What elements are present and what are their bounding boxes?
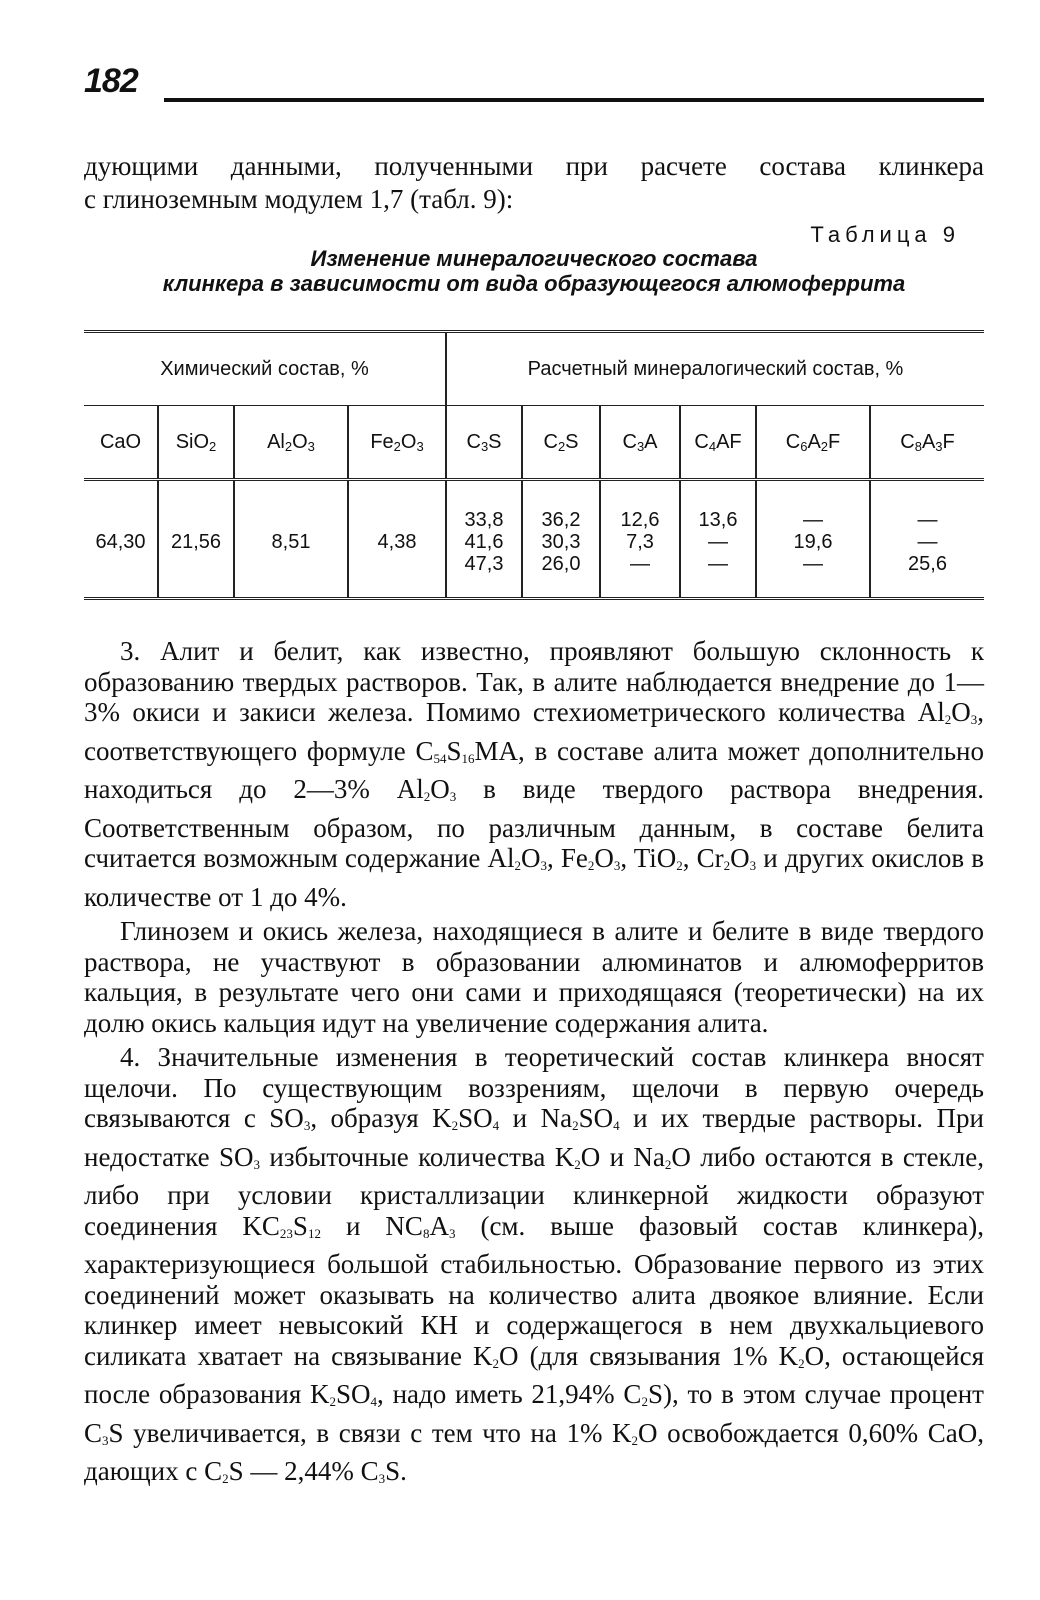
column-header-c4af: $C_4AF$ bbox=[680, 406, 756, 480]
c4af-value-3: — bbox=[708, 553, 728, 575]
column-header-c6a2f: $C_6A_2F$ bbox=[756, 406, 870, 480]
c8a3f-value-2: — bbox=[917, 531, 938, 553]
column-header-fe2o3: $Fe_2O_3$ bbox=[348, 406, 446, 480]
table-row bbox=[84, 480, 984, 599]
cell-c4af bbox=[680, 480, 756, 599]
paragraph-3: 3. Алит и белит, как известно, проявляют большую склонность к образованию твердых растворов. Так, в алите наблюдается внедрение до 1—3% окиси и закиси железа. Помимо стехиометрического количества $Al_2O_3$, соответствующего формуле $C_{54}S_{16}MA$, в составе алита может дополнительно находиться до 2—3% $Al_2O_3$ в виде твердого раствора внедрения. Соответственным образом, по различным данным, в составе белита считается возможным содержание $Al_2O_3$, $Fe_2O_3$, TiO$_2$, $Cr_2O_3$ и других окислов в количестве от 1 до 4%. bbox=[84, 636, 985, 912]
header-rule bbox=[164, 98, 984, 102]
body-text bbox=[84, 636, 984, 1499]
c2s-value-3: 26,0 bbox=[541, 553, 581, 575]
table-label: Таблица 9 bbox=[810, 222, 960, 247]
c2s-value-1: 36,2 bbox=[541, 509, 581, 531]
cell-fe2o3: 4,38 bbox=[348, 480, 446, 599]
column-header-c8a3f: $C_8A_3F$ bbox=[870, 406, 984, 480]
c6a2f-value-3: — bbox=[803, 553, 823, 575]
column-header-sio2: SiO$_2$ bbox=[158, 406, 234, 480]
table-caption-line-1: Изменение минералогического состава bbox=[310, 246, 758, 271]
cell-c2s bbox=[522, 480, 600, 599]
cell-sio2: 21,56 bbox=[158, 480, 234, 599]
c8a3f-value-1: — bbox=[917, 509, 938, 531]
cell-c3s bbox=[446, 480, 522, 599]
table-column-header-row bbox=[84, 406, 984, 480]
cell-c8a3f bbox=[870, 480, 984, 599]
table-caption bbox=[84, 246, 984, 296]
c2s-value-2: 30,3 bbox=[541, 531, 581, 553]
mineral-composition-table bbox=[84, 330, 984, 600]
group-header-mineral: Расчетный минералогический состав, % bbox=[446, 332, 984, 406]
intro-paragraph bbox=[84, 150, 984, 216]
c3s-value-3: 47,3 bbox=[464, 553, 504, 575]
group-header-chemical: Химический состав, % bbox=[84, 332, 446, 406]
column-header-c3s: $C_3S$ bbox=[446, 406, 522, 480]
c6a2f-value-2: 19,6 bbox=[793, 531, 833, 553]
column-header-al2o3: $Al_2O_3$ bbox=[234, 406, 348, 480]
c3a-value-2: 7,3 bbox=[626, 531, 654, 553]
intro-line-1: дующими данными, полученными при расчете состава клинкера bbox=[84, 151, 984, 181]
c4af-value-2: — bbox=[708, 531, 728, 553]
c3a-value-1: 12,6 bbox=[620, 509, 660, 531]
column-header-c2s: $C_2S$ bbox=[522, 406, 600, 480]
intro-line-2: с глиноземным модулем 1,7 (табл. 9): bbox=[84, 184, 514, 214]
c3a-value-3: — bbox=[630, 553, 650, 575]
c4af-value-1: 13,6 bbox=[698, 509, 738, 531]
c8a3f-value-3: 25,6 bbox=[908, 553, 947, 575]
c6a2f-value-1: — bbox=[803, 509, 823, 531]
cell-c6a2f bbox=[756, 480, 870, 599]
cell-cao: 64,30 bbox=[84, 480, 158, 599]
table-caption-line-2: клинкера в зависимости от вида образующегося алюмоферрита bbox=[162, 271, 906, 296]
page-number: 182 bbox=[84, 62, 138, 100]
c3s-value-2: 41,6 bbox=[464, 531, 504, 553]
column-header-cao: CaO bbox=[84, 406, 158, 480]
cell-al2o3: 8,51 bbox=[234, 480, 348, 599]
page-header bbox=[84, 62, 984, 112]
paragraph-glinozem: Глинозем и окись железа, находящиеся в алите и белите в виде твердого раствора, не участвуют в образовании алюминатов и алюмоферритов кальция, в результате чего они сами и приходящаяся (теоретически) на их долю окись кальция идут на увеличение содержания алита. bbox=[84, 916, 984, 1038]
paragraph-4: 4. Значительные изменения в теоретический состав клинкера вносят щелочи. По существующим воззрениям, щелочи в первую очередь связываются с $SO_3$, образуя $K_2SO_4$ и $Na_2SO_4$ и их твердые растворы. При недостатке $SO_3$ избыточные количества $K_2O$ и $Na_2O$ либо остаются в стекле, либо при условии кристаллизации клинкерной жидкости образуют соединения $KC_{23}S_{12}$ и $NC_8A_3$ (см. выше фазовый состав клинкера), характеризующиеся большой стабильностью. Образование первого из этих соединений может оказывать на количество алита двоякое влияние. Если клинкер имеет невысокий КН и содержащегося в нем двухкальциевого силиката хватает на связывание $K_2O$ (для связывания 1% $K_2O$, остающейся после образования $K_2SO_4$, надо иметь 21,94% $C_2S$), то в этом случае процент $C_3S$ увеличивается, в связи с тем что на 1% $K_2O$ освобождается 0,60% CaO, дающих с $C_2S$ — 2,44% $C_3S$. bbox=[84, 1042, 984, 1486]
table-group-header-row bbox=[84, 332, 984, 406]
cell-c3a bbox=[600, 480, 680, 599]
column-header-c3a: $C_3A$ bbox=[600, 406, 680, 480]
c3s-value-1: 33,8 bbox=[464, 509, 504, 531]
